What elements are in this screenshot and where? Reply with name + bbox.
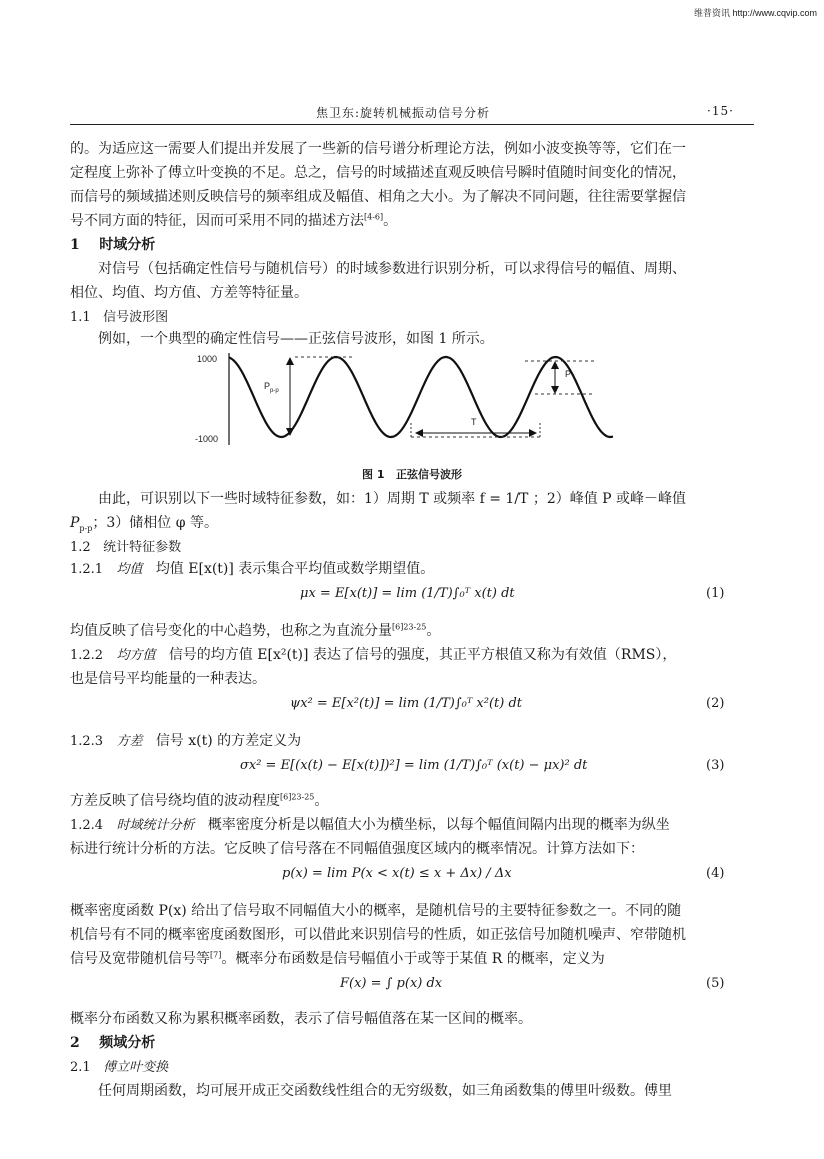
paragraph-line: 例如，一个典型的确定性信号——正弦信号波形，如图 1 所示。 (98, 331, 494, 347)
paragraph-line: 而信号的频域描述则反映信号的频率组成及幅值、相角之大小。为了解决不同问题，往往需要掌握信 (70, 189, 686, 205)
subsection-heading: 2.1 傅立叶变换 (70, 1060, 169, 1075)
paragraph-line: 任何周期函数，均可展开成正交函数线性组合的无穷级数，如三角函数集的傅里叶级数。傅里 (98, 1083, 672, 1099)
subsubsection: 1.2.3 方差 信号 x(t) 的方差定义为 (70, 733, 302, 749)
paragraph-line: 由此，可识别以下一些时域特征参数，如：1）周期 T 或频率 f = 1/T ；2）峰值 P 或峰－峰值 (98, 491, 687, 507)
page-number: ·15· (707, 104, 734, 118)
paragraph-line: 定程度上弥补了傅立叶变换的不足。总之，信号的时域描述直观反映信号瞬时值随时间变化的情况， (70, 165, 686, 181)
equation-number: (2) (706, 696, 725, 711)
paragraph-line: 号不同方面的特征，因而可采用不同的描述方法[4-6]。 (70, 212, 398, 229)
p-label: P (565, 369, 572, 379)
equation-number: (5) (706, 976, 725, 991)
t-label: T (471, 417, 477, 427)
paragraph-line: 也是信号平均能量的一种表达。 (70, 671, 266, 687)
citation: [7] (210, 950, 222, 960)
citation: [6]23-25 (392, 622, 427, 632)
paragraph-line: $P_{p-p}$；3）储相位 φ 等。 (70, 515, 218, 533)
paragraph-line: 对信号（包括确定性信号与随机信号）的时域参数进行识别分析，可以求得信号的幅值、周期、 (98, 261, 686, 277)
y-tick-label: -1000 (195, 434, 219, 444)
sine-wave-figure (195, 345, 615, 455)
header-rule (70, 124, 754, 125)
equation-3: σx² = E[(x(t) − E[x(t)])²] = lim (1/T)∫₀ᵀ (x(t) − μx)² dt (240, 758, 588, 773)
y-tick-label: 1000 (197, 354, 218, 364)
running-title: 焦卫东:旋转机械振动信号分析 (316, 106, 491, 120)
subsection-heading: 1.2 统计特征参数 (70, 540, 182, 555)
paragraph-line: 相位、均值、均方值、方差等特征量。 (70, 285, 308, 301)
citation: [4-6] (364, 212, 384, 222)
equation-2: ψx² = E[x²(t)] = lim (1/T)∫₀ᵀ x²(t) dt (290, 696, 523, 711)
subsubsection: 1.2.1 均值 均值 E[x(t)] 表示集合平均值或数学期望值。 (70, 561, 435, 577)
subsubsection: 1.2.4 时域统计分析 概率密度分析是以幅值大小为横坐标，以每个幅值间隔内出现的概率为纵坐 (70, 817, 670, 833)
equation-number: (3) (706, 758, 725, 773)
equation-number: (4) (706, 866, 725, 881)
equation-number: (1) (706, 586, 725, 601)
paragraph-line: 均值反映了信号变化的中心趋势，也称之为直流分量$^{[6]23-25}$。 (70, 622, 441, 639)
paragraph-line: 方差反映了信号绕均值的波动程度$^{[6]23-25}$。 (70, 792, 329, 809)
section-heading: 1 时域分析 (70, 237, 156, 253)
paragraph-line: 信号及宽带随机信号等[7]。概率分布函数是信号幅值小于或等于某值 R 的概率，定义为 (70, 950, 605, 967)
equation-1: μx = E[x(t)] = lim (1/T)∫₀ᵀ x(t) dt (300, 586, 515, 601)
watermark: 维普资讯 http://www.cqvip.com (694, 8, 818, 18)
subsection-heading: 1.1 信号波形图 (70, 310, 169, 325)
paragraph-line: 概率分布函数又称为累积概率函数，表示了信号幅值落在某一区间的概率。 (70, 1011, 532, 1027)
paragraph-line: 机信号有不同的概率密度函数图形，可以借此来识别信号的性质，如正弦信号加随机噪声、窄带随机 (70, 927, 686, 943)
paragraph-line: 的。为适应这一需要人们提出并发展了一些新的信号谱分析理论方法，例如小波变换等等，它们在一 (70, 141, 686, 157)
paragraph-line: 概率密度函数 P(x) 给出了信号取不同幅值大小的概率，是随机信号的主要特征参数之一。不同的随 (70, 903, 682, 919)
pp-p-label: $P_{p-p}$ (264, 381, 279, 394)
figure-caption: 图 1 正弦信号波形 (362, 468, 462, 481)
equation-5: F(x) = ∫ p(x) dx (340, 976, 443, 991)
citation: [6]23-25 (280, 792, 315, 802)
paragraph-line: 标进行统计分析的方法。它反映了信号落在不同幅值强度区域内的概率情况。计算方法如下： (70, 841, 644, 857)
section-heading: 2 频域分析 (70, 1035, 156, 1051)
equation-4: p(x) = lim P(x < x(t) ≤ x + Δx) / Δx (282, 866, 512, 881)
subsubsection: 1.2.2 均方值 信号的均方值 E[x²(t)] 表达了信号的强度，其正平方根值又称为有效值（RMS）， (70, 647, 677, 663)
